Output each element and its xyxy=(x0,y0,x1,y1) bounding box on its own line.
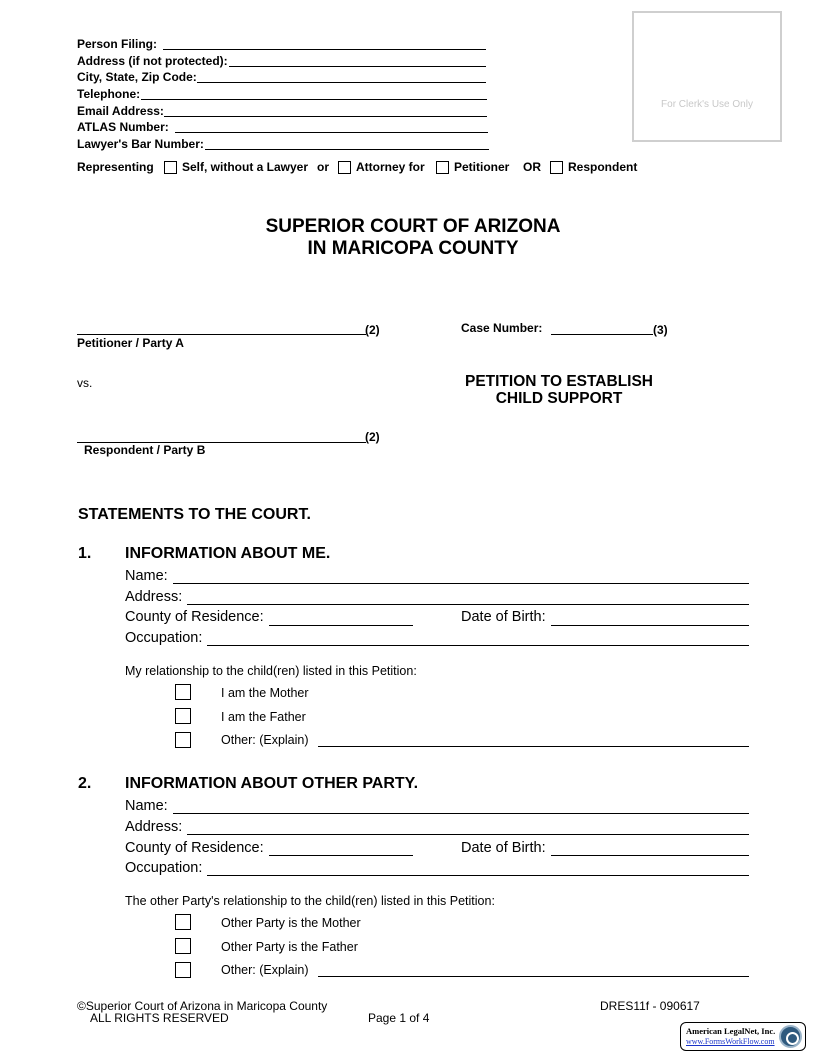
footer-page-number: Page 1 of 4 xyxy=(368,1011,430,1025)
s2-dob-line[interactable] xyxy=(551,855,749,856)
s1-mother-checkbox[interactable] xyxy=(175,684,191,700)
bar-number-line[interactable] xyxy=(205,149,489,150)
s2-dob-label: Date of Birth: xyxy=(461,840,546,856)
respondent-label: Respondent / Party B xyxy=(84,443,206,457)
s2-occupation-line[interactable] xyxy=(207,875,749,876)
section1-number: 1. xyxy=(78,545,92,562)
city-state-zip-line[interactable] xyxy=(197,82,486,83)
s2-other-label: Other: (Explain) xyxy=(221,963,309,977)
email-label: Email Address: xyxy=(77,104,164,118)
clerk-use-box xyxy=(632,11,782,142)
attorney-checkbox[interactable] xyxy=(338,161,351,174)
s1-address-line[interactable] xyxy=(187,604,749,605)
s1-name-label: Name: xyxy=(125,568,168,584)
s1-father-label: I am the Father xyxy=(221,710,306,724)
s1-mother-label: I am the Mother xyxy=(221,686,309,700)
s1-other-explain-line[interactable] xyxy=(318,746,749,747)
s1-relationship-prompt: My relationship to the child(ren) listed in this Petition: xyxy=(125,664,417,678)
s1-occupation-line[interactable] xyxy=(207,645,749,646)
court-title-line2: IN MARICOPA COUNTY xyxy=(307,238,519,259)
footer-rights: ALL RIGHTS RESERVED xyxy=(90,1011,229,1025)
s2-father-label: Other Party is the Father xyxy=(221,940,358,954)
s1-address-label: Address: xyxy=(125,589,183,605)
logo-company-name: American LegalNet, Inc. xyxy=(686,1026,776,1036)
s1-occupation-label: Occupation: xyxy=(125,630,203,646)
petitioner-label: Petitioner xyxy=(454,160,510,174)
statements-heading: STATEMENTS TO THE COURT. xyxy=(78,506,311,523)
s1-father-checkbox[interactable] xyxy=(175,708,191,724)
case-number-label: Case Number: xyxy=(461,321,543,335)
section2-number: 2. xyxy=(78,775,92,792)
s2-relationship-prompt: The other Party's relationship to the child(ren) listed in this Petition: xyxy=(125,894,495,908)
section2-heading: INFORMATION ABOUT OTHER PARTY. xyxy=(125,775,419,792)
logo-website-link[interactable]: www.FormsWorkFlow.com xyxy=(686,1037,775,1046)
person-filing-line[interactable] xyxy=(163,49,486,50)
s2-county-label: County of Residence: xyxy=(125,840,264,856)
s1-county-line[interactable] xyxy=(269,625,413,626)
petitioner-line[interactable] xyxy=(77,334,366,335)
s2-address-label: Address: xyxy=(125,819,183,835)
s1-name-line[interactable] xyxy=(173,583,749,584)
self-label: Self, without a Lawyer xyxy=(182,160,309,174)
respondent-checkbox[interactable] xyxy=(550,161,563,174)
petitioner-checkbox[interactable] xyxy=(436,161,449,174)
respondent-label: Respondent xyxy=(568,160,638,174)
s2-name-label: Name: xyxy=(125,798,168,814)
person-filing-label: Person Filing: xyxy=(77,37,158,51)
or-label: or xyxy=(317,160,329,174)
s2-other-explain-line[interactable] xyxy=(318,976,749,977)
clerk-use-text: For Clerk's Use Only xyxy=(661,99,753,110)
case-number-note-number: (3) xyxy=(653,323,668,337)
s1-other-checkbox[interactable] xyxy=(175,732,191,748)
versus-label: vs. xyxy=(77,376,93,390)
s2-address-line[interactable] xyxy=(187,834,749,835)
s2-county-line[interactable] xyxy=(269,855,413,856)
self-checkbox[interactable] xyxy=(164,161,177,174)
respondent-note-number: (2) xyxy=(365,430,380,444)
s2-mother-checkbox[interactable] xyxy=(175,914,191,930)
document-title-line2: CHILD SUPPORT xyxy=(495,390,623,407)
attorney-label: Attorney for xyxy=(356,160,425,174)
logo-badge-icon xyxy=(779,1025,802,1048)
telephone-label: Telephone: xyxy=(77,87,141,101)
s1-dob-label: Date of Birth: xyxy=(461,609,546,625)
legalnet-logo[interactable] xyxy=(680,1022,806,1051)
case-number-line[interactable] xyxy=(551,334,653,335)
petitioner-label: Petitioner / Party A xyxy=(77,336,184,350)
s2-mother-label: Other Party is the Mother xyxy=(221,916,361,930)
s1-other-label: Other: (Explain) xyxy=(221,733,309,747)
footer-form-code: DRES11f - 090617 xyxy=(600,999,700,1013)
s1-county-label: County of Residence: xyxy=(125,609,264,625)
city-state-zip-label: City, State, Zip Code: xyxy=(77,70,197,84)
s2-occupation-label: Occupation: xyxy=(125,860,203,876)
s2-other-checkbox[interactable] xyxy=(175,962,191,978)
footer-copyright: ©Superior Court of Arizona in Maricopa County xyxy=(77,999,328,1013)
court-title-line1: SUPERIOR COURT OF ARIZONA xyxy=(265,216,561,237)
email-line[interactable] xyxy=(164,116,487,117)
s2-father-checkbox[interactable] xyxy=(175,938,191,954)
telephone-line[interactable] xyxy=(141,99,487,100)
atlas-number-line[interactable] xyxy=(175,132,488,133)
atlas-number-label: ATLAS Number: xyxy=(77,120,169,134)
or-upper-label: OR xyxy=(523,160,541,174)
section1-heading: INFORMATION ABOUT ME. xyxy=(125,545,331,562)
representing-label: Representing xyxy=(77,160,154,174)
s1-dob-line[interactable] xyxy=(551,625,749,626)
address-line[interactable] xyxy=(229,66,486,67)
address-label: Address (if not protected): xyxy=(77,54,228,68)
bar-number-label: Lawyer's Bar Number: xyxy=(77,137,204,151)
petitioner-note-number: (2) xyxy=(365,323,380,337)
s2-name-line[interactable] xyxy=(173,813,749,814)
document-title-line1: PETITION TO ESTABLISH xyxy=(464,373,654,390)
